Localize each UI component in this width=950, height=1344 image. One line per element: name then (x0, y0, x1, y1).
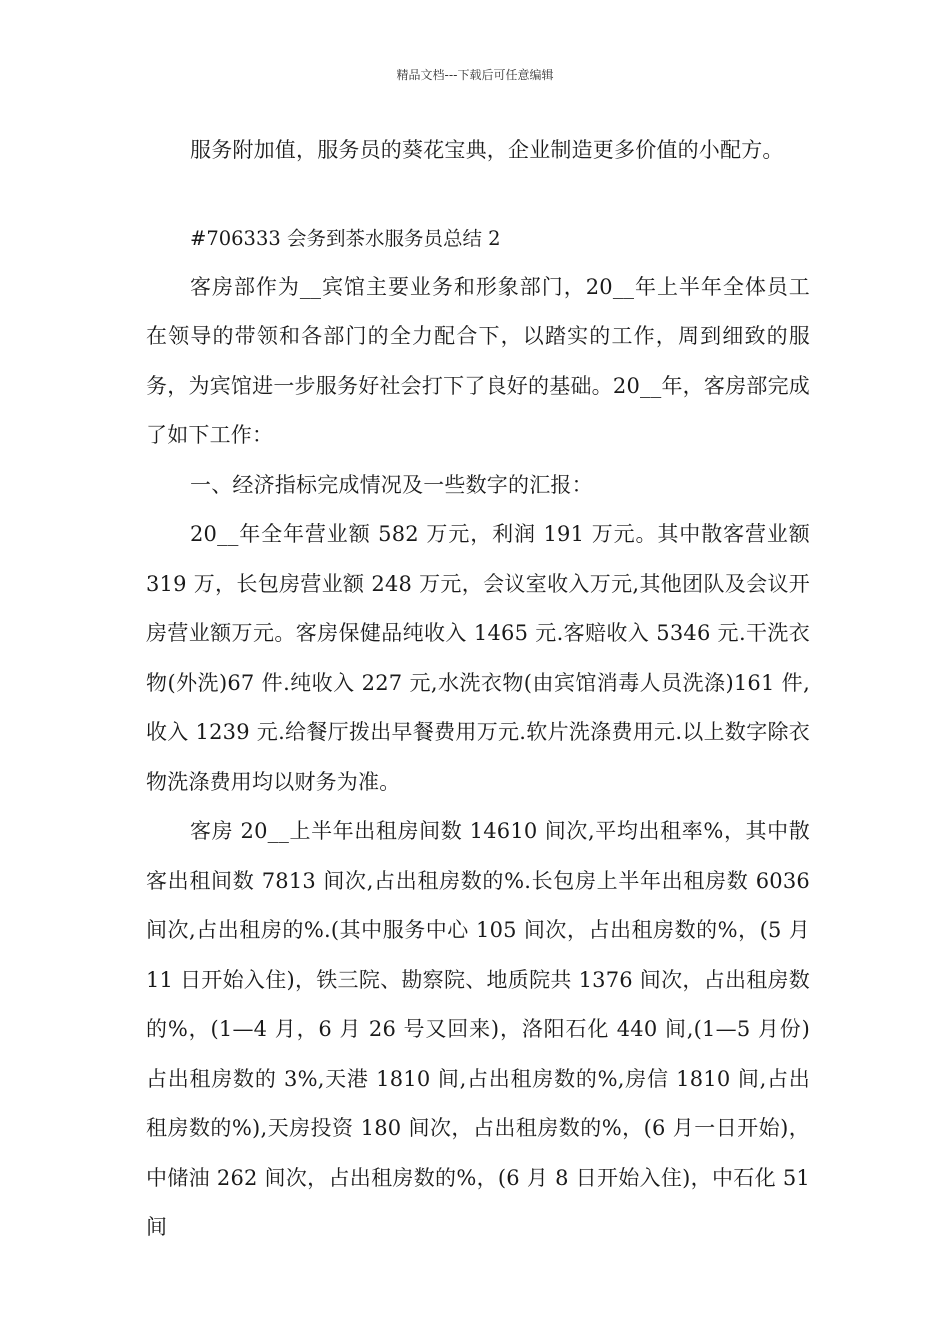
paragraph-1: 客房部作为__宾馆主要业务和形象部门，20__年上半年全体员工在领导的带领和各部门的全力配合下，以踏实的工作，周到细致的服务，为宾馆进一步服务好社会打下了良好的基础。20__年，客房部完成了如下工作： (146, 274, 810, 447)
page-header: 精品文档---下载后可任意编辑 (396, 68, 554, 82)
paragraph-2: 一、经济指标完成情况及一些数字的汇报： (190, 472, 593, 497)
document-body (146, 126, 810, 1253)
paragraph-4: 客房 20__上半年出租房间数 14610 间次,平均出租率%，其中散客出租间数 7813 间次,占出租房数的%.长包房上半年出租房数 6036 间次,占出租房的%.(其中服务中心 105 间次，占出租房数的%，(5 月 11 日开始入住)，铁三院、勘察院、地质院共 1376 间次，占出租房数的%，(1—4 月，6 月 26 号又回来)，洛阳石化 440 间,(1—5 月份)占出租房数的 3%,天港 1810 间,占出租房数的%,房信 1810 间,占出租房数的%),天房投资 180 间次，占出租房数的%，(6 月一日开始)，中储油 262 间次，占出租房数的%，(6 月 8 日开始入住)，中石化 51 间 (146, 819, 810, 1239)
section-title: #706333 会务到茶水服务员总结 2 (190, 226, 501, 250)
intro-paragraph: 服务附加值，服务员的葵花宝典，企业制造更多价值的小配方。 (190, 138, 784, 162)
paragraph-3: 20__年全年营业额 582 万元，利润 191 万元。其中散客营业额 319 万，长包房营业额 248 万元，会议室收入万元,其他团队及会议开房营业额万元。客房保健品纯收入 1465 元.客赔收入 5346 元.干洗衣物(外洗)67 件.纯收入 227 元,水洗衣物(由宾馆消毒人员洗涤)161 件,收入 1239 元.给餐厅拨出早餐费用万元.软片洗涤费用元.以上数字除衣物洗涤费用均以财务为准。 (146, 522, 810, 794)
